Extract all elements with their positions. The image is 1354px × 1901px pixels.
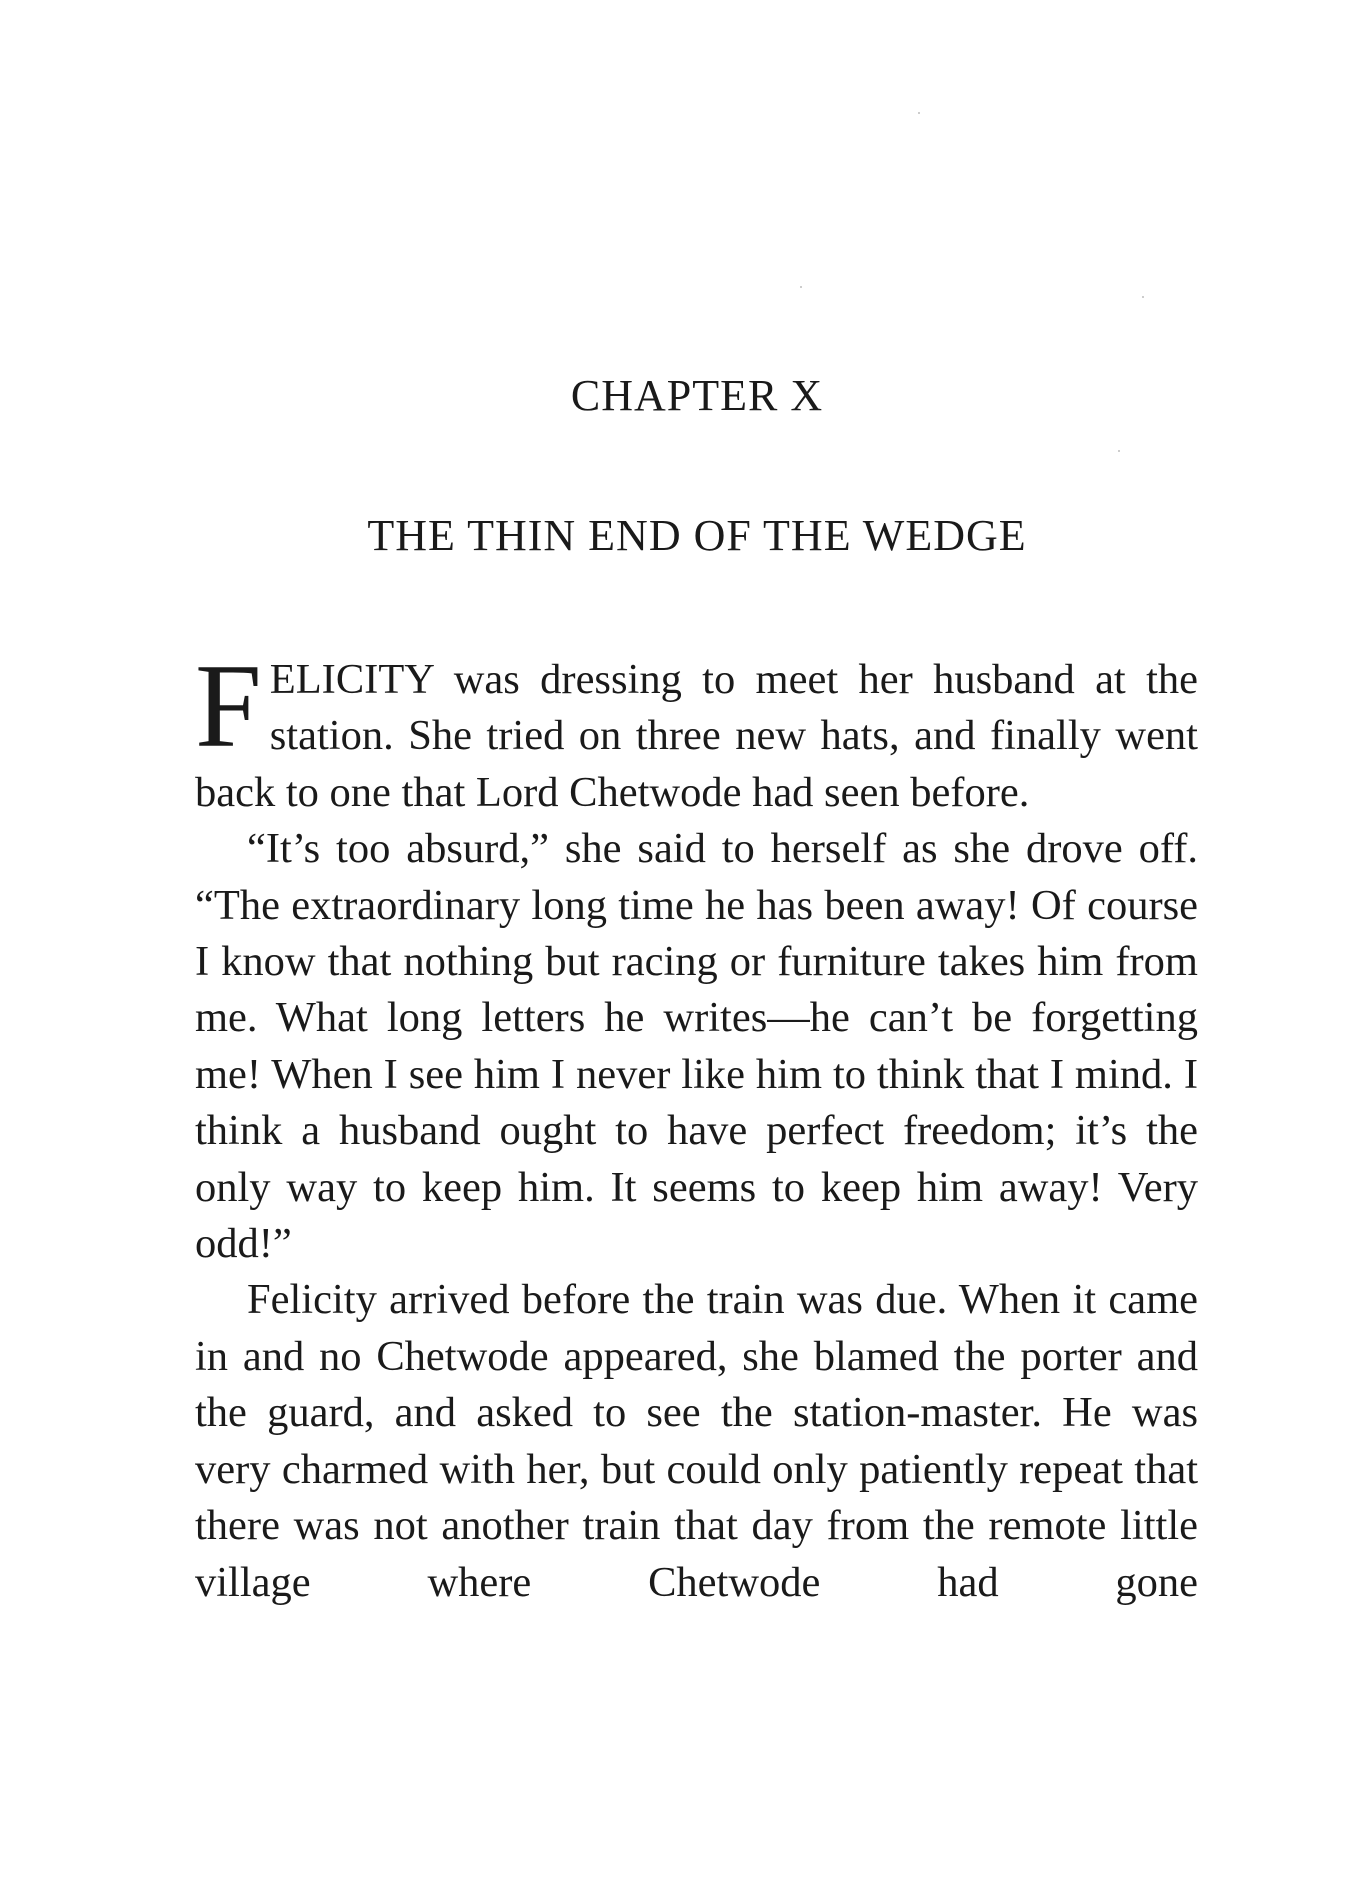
paragraph-1-text: ELICITY was dressing to meet her husband at the station. She tried on three new hats, and finally went back to one that Lord Chetwode had seen before. [195,656,1198,816]
chapter-number: CHAPTER X [570,371,824,420]
page-speck [1142,296,1144,298]
page-speck [800,286,802,288]
chapter-title: THE THIN END OF THE WEDGE [367,511,1027,560]
page-speck [918,112,920,114]
paragraph-2: “It’s too absurd,” she said to herself as she drove off. “The extraordinary long time he has been away! Of course I know that nothing but racing or furniture takes him from me. What long letters he writes—he can’t be forgetting me! When I see him I never like him to think that I mind. I think a husband ought to have perfect freedom; it’s the only way to keep him. It seems to keep him away! Very odd!” [195,825,1198,1268]
paragraph-3: Felicity arrived before the train was due. When it came in and no Chetwode appeared, she blamed the porter and the guard, and asked to see the station-master. He was very charmed with her, but could only patiently repeat that there was not another train that day from the remote little village where Chetwode had gone [195,1276,1198,1606]
page-speck [1118,450,1120,452]
drop-cap-letter: F [195,639,262,772]
paragraph-1 [195,639,1198,821]
chapter-body [195,639,1198,1611]
